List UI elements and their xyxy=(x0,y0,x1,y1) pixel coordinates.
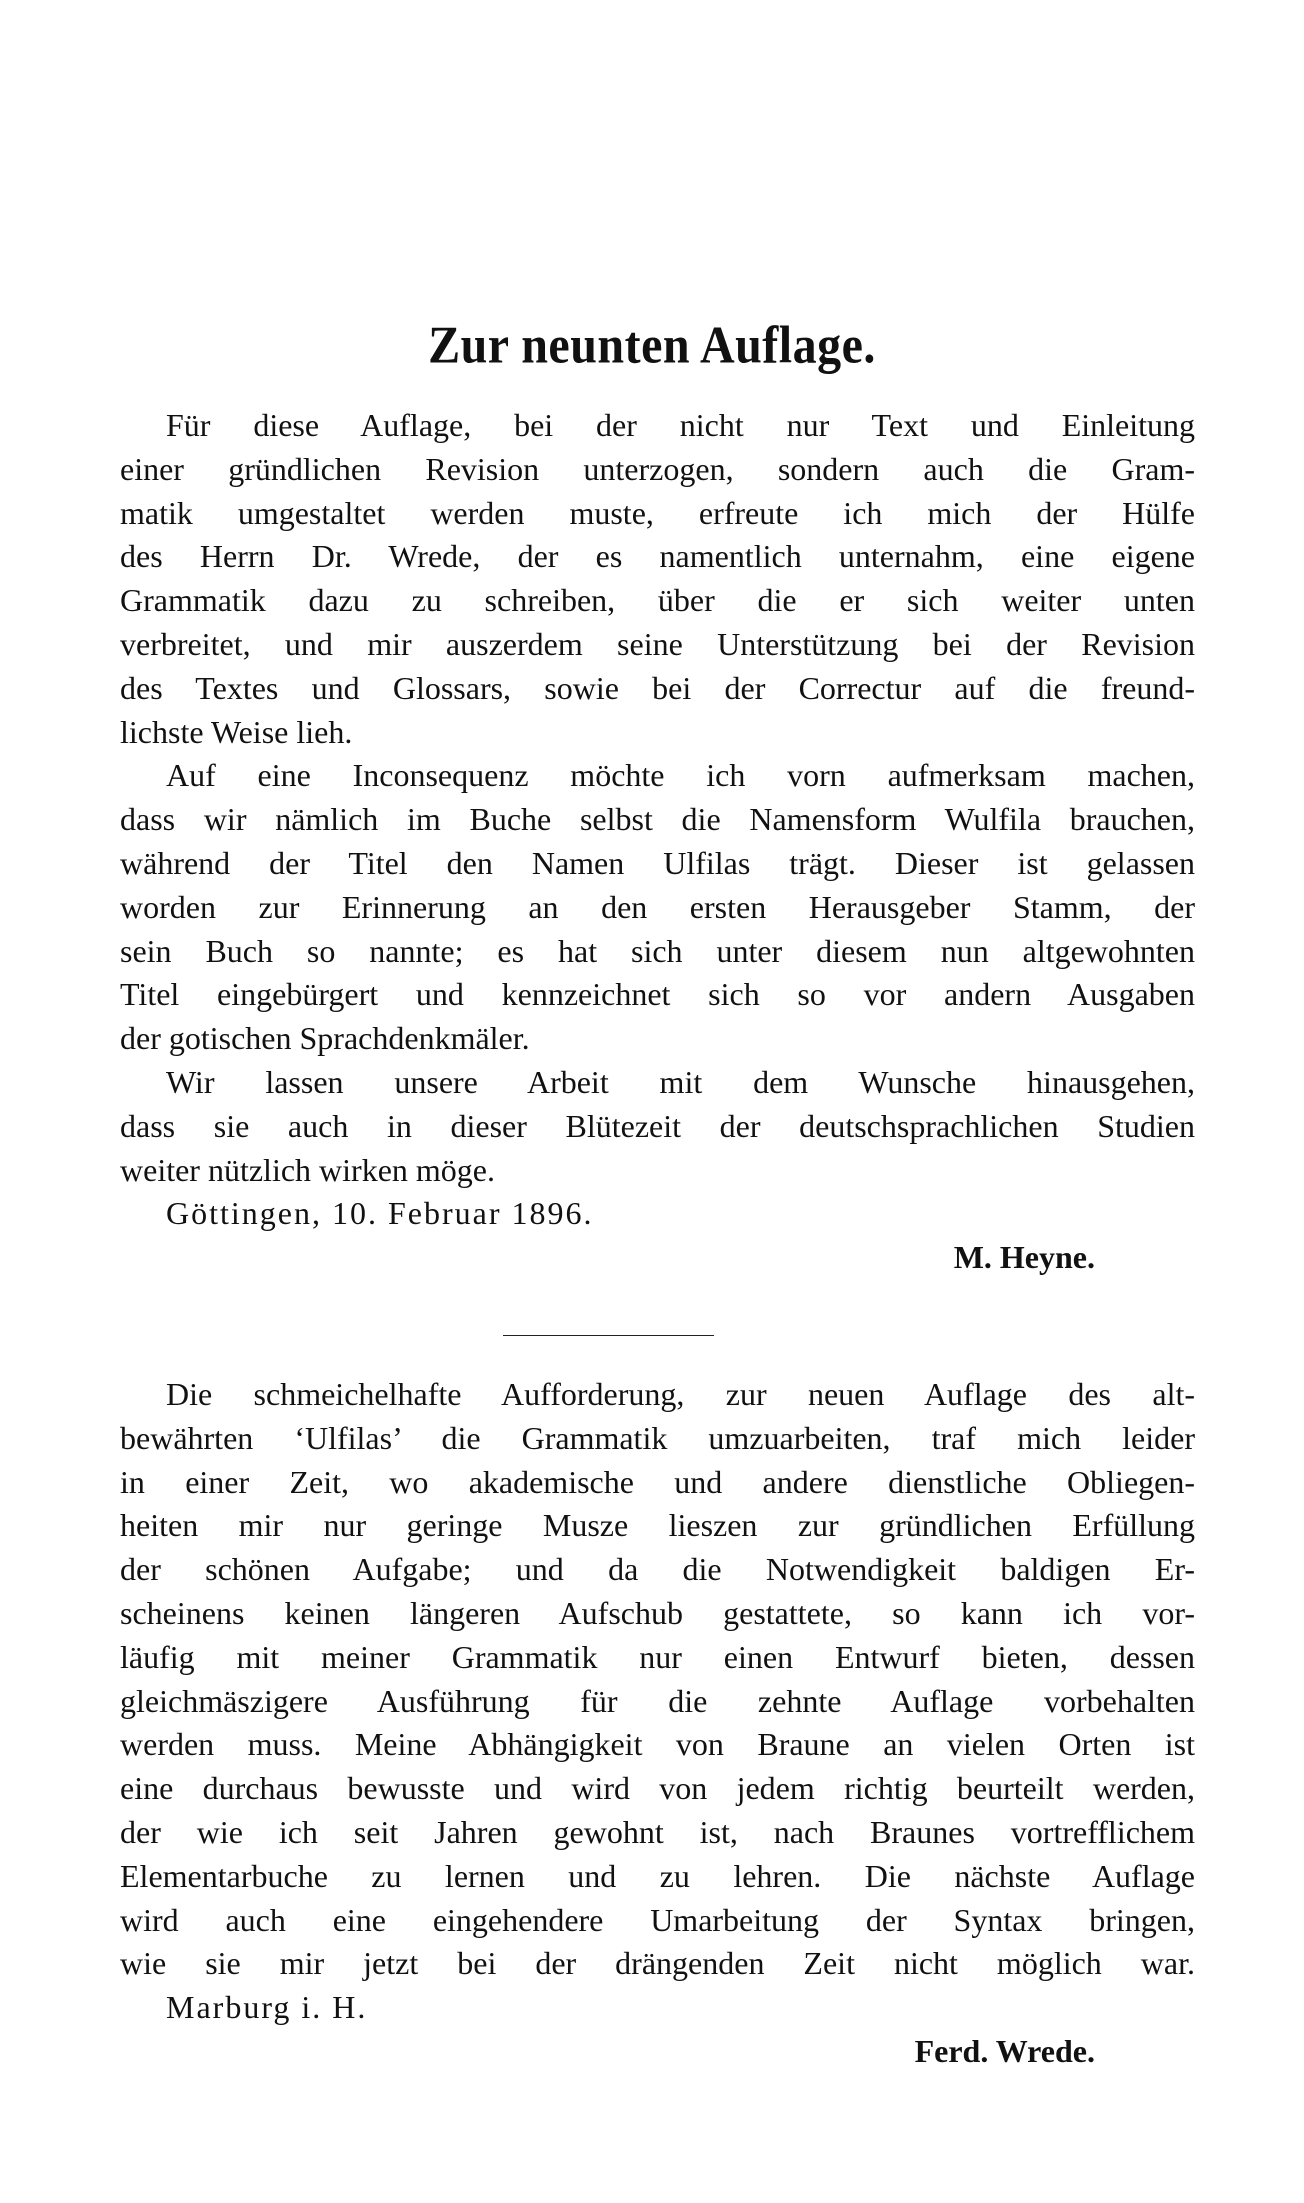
text-line: Elementarbuche zu lernen und zu lehren. Die nächste Auflage xyxy=(120,1857,1195,1894)
text-line: der schönen Aufgabe; und da die Notwendigkeit baldigen Er- xyxy=(120,1551,1195,1588)
text-line: worden zur Erinnerung an den ersten Herausgeber Stamm, der xyxy=(120,888,1195,925)
text-line: weiter nützlich wirken möge. xyxy=(120,1151,495,1188)
preface-heyne xyxy=(120,404,1195,1280)
page-title: Zur neunten Auflage. xyxy=(428,316,876,375)
text-line: läufig mit meiner Grammatik nur einen Entwurf bieten, dessen xyxy=(120,1638,1195,1675)
signature-heyne: M. Heyne. xyxy=(953,1239,1095,1276)
text-line: eine durchaus bewusste und wird von jedem richtig beurteilt werden, xyxy=(120,1770,1195,1807)
text-line: dass wir nämlich im Buche selbst die Namensform Wulfila brauchen, xyxy=(120,801,1195,838)
text-line: Auf eine Inconsequenz möchte ich vorn aufmerksam machen, xyxy=(166,757,1195,794)
text-line: der gotischen Sprachdenkmäler. xyxy=(120,1020,530,1057)
text-line: sein Buch so nannte; es hat sich unter diesem nun altgewohnten xyxy=(120,932,1195,969)
text-line: der wie ich seit Jahren gewohnt ist, nach Braunes vortrefflichem xyxy=(120,1813,1195,1850)
text-line: Die schmeichelhafte Aufforderung, zur neuen Auflage des alt- xyxy=(166,1376,1195,1412)
text-line: wird auch eine eingehendere Umarbeitung der Syntax bringen, xyxy=(120,1901,1195,1938)
text-line: des Textes und Glossars, sowie bei der Correctur auf die freund- xyxy=(120,669,1195,706)
text-line: in einer Zeit, wo akademische und andere dienstliche Obliegen- xyxy=(120,1463,1195,1500)
text-line: während der Titel den Namen Ulfilas trägt. Dieser ist gelassen xyxy=(120,844,1195,881)
text-line: heiten mir nur geringe Musze lieszen zur gründlichen Erfüllung xyxy=(120,1507,1195,1544)
text-line: einer gründlichen Revision unterzogen, sondern auch die Gram- xyxy=(120,450,1195,487)
text-line: werden muss. Meine Abhängigkeit von Braune an vielen Orten ist xyxy=(120,1726,1195,1763)
text-line: Titel eingebürgert und kennzeichnet sich so vor andern Ausgaben xyxy=(120,976,1195,1013)
section-divider xyxy=(503,1335,714,1336)
text-line: scheinens keinen längeren Aufschub gestattete, so kann ich vor- xyxy=(120,1594,1195,1631)
text-line: matik umgestaltet werden muste, erfreute ich mich der Hülfe xyxy=(120,494,1195,531)
text-line: wie sie mir jetzt bei der drängenden Zeit nicht möglich war. xyxy=(120,1945,1195,1982)
text-line: dass sie auch in dieser Blütezeit der deutschsprachlichen Studien xyxy=(120,1107,1195,1144)
text-line: gleichmäszigere Ausführung für die zehnte Auflage vorbehalten xyxy=(120,1682,1195,1719)
signature-wrede: Ferd. Wrede. xyxy=(914,2032,1095,2069)
text-line: lichste Weise lieh. xyxy=(120,713,353,750)
text-line: Wir lassen unsere Arbeit mit dem Wunsche hinausgehen, xyxy=(166,1063,1195,1100)
preface-wrede xyxy=(120,1373,1195,2074)
text-line: Grammatik dazu zu schreiben, über die er sich weiter unten xyxy=(120,582,1195,619)
text-line: verbreitet, und mir auszerdem seine Unterstützung bei der Revision xyxy=(120,625,1195,662)
place: Marburg i. H. xyxy=(166,1989,368,2026)
text-line: bewährten ‘Ulfilas’ die Grammatik umzuarbeiten, traf mich leider xyxy=(120,1419,1195,1456)
place-date: Göttingen, 10. Februar 1896. xyxy=(166,1195,594,1232)
text-line: Für diese Auflage, bei der nicht nur Text und Einleitung xyxy=(166,407,1195,443)
text-line: des Herrn Dr. Wrede, der es namentlich unternahm, eine eigene xyxy=(120,538,1195,575)
